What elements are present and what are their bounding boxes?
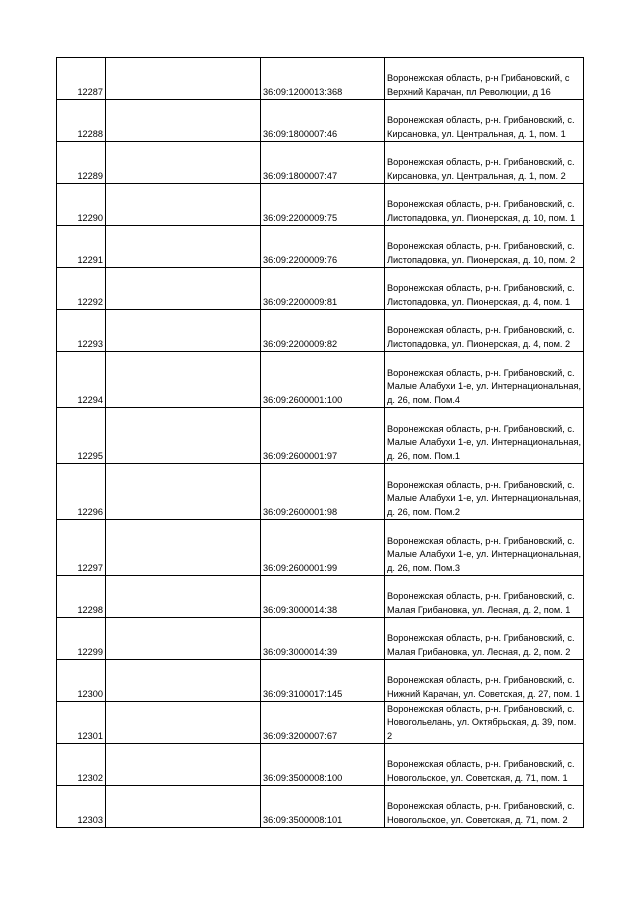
row-number-cell: 12297	[57, 520, 106, 576]
address-cell: Воронежская область, р-н. Грибановский, с. Новогольелань, ул. Октябрьская, д. 39, пом. 2	[385, 702, 584, 744]
empty-cell	[106, 142, 261, 184]
empty-cell	[106, 660, 261, 702]
table-row	[57, 786, 584, 828]
address-cell: Воронежская область, р-н. Грибановский, с. Нижний Карачан, ул. Советская, д. 27, пом. 1	[385, 660, 584, 702]
row-number-cell: 12302	[57, 744, 106, 786]
cadastral-number-cell: 36:09:1800007:47	[261, 142, 385, 184]
address-cell: Воронежская область, р-н. Грибановский, с. Новогольское, ул. Советская, д. 71, пом. 1	[385, 744, 584, 786]
empty-cell	[106, 184, 261, 226]
empty-cell	[106, 464, 261, 520]
empty-cell	[106, 58, 261, 100]
cadastral-number-cell: 36:09:2600001:97	[261, 408, 385, 464]
cadastral-number-cell: 36:09:2600001:100	[261, 352, 385, 408]
empty-cell	[106, 226, 261, 268]
row-number-cell: 12295	[57, 408, 106, 464]
address-cell: Воронежская область, р-н. Грибановский, с. Листопадовка, ул. Пионерская, д. 10, пом. 2	[385, 226, 584, 268]
address-cell: Воронежская область, р-н. Грибановский, с. Листопадовка, ул. Пионерская, д. 10, пом. 1	[385, 184, 584, 226]
empty-cell	[106, 576, 261, 618]
row-number-cell: 12292	[57, 268, 106, 310]
empty-cell	[106, 408, 261, 464]
table-row	[57, 618, 584, 660]
address-cell: Воронежская область, р-н. Грибановский, с. Кирсановка, ул. Центральная, д. 1, пом. 1	[385, 100, 584, 142]
address-cell: Воронежская область, р-н Грибановский, с Верхний Карачан, пл Революции, д 16	[385, 58, 584, 100]
address-cell: Воронежская область, р-н. Грибановский, с. Малая Грибановка, ул. Лесная, д. 2, пом. 1	[385, 576, 584, 618]
table-row	[57, 464, 584, 520]
address-cell: Воронежская область, р-н. Грибановский, с. Малые Алабухи 1-е, ул. Интернациональная, д. 26, пом. Пом.2	[385, 464, 584, 520]
table-row	[57, 352, 584, 408]
cadastral-number-cell: 36:09:1200013:368	[261, 58, 385, 100]
property-register-table	[56, 57, 584, 828]
address-cell: Воронежская область, р-н. Грибановский, с. Листопадовка, ул. Пионерская, д. 4, пом. 1	[385, 268, 584, 310]
table-row	[57, 408, 584, 464]
table-row	[57, 268, 584, 310]
table-row	[57, 100, 584, 142]
table-row	[57, 520, 584, 576]
row-number-cell: 12298	[57, 576, 106, 618]
cadastral-number-cell: 36:09:2200009:76	[261, 226, 385, 268]
address-cell: Воронежская область, р-н. Грибановский, с. Малые Алабухи 1-е, ул. Интернациональная, д. 26, пом. Пом.1	[385, 408, 584, 464]
row-number-cell: 12301	[57, 702, 106, 744]
empty-cell	[106, 520, 261, 576]
row-number-cell: 12287	[57, 58, 106, 100]
address-cell: Воронежская область, р-н. Грибановский, с. Малые Алабухи 1-е, ул. Интернациональная, д. 26, пом. Пом.3	[385, 520, 584, 576]
row-number-cell: 12290	[57, 184, 106, 226]
empty-cell	[106, 310, 261, 352]
cadastral-number-cell: 36:09:3000014:38	[261, 576, 385, 618]
row-number-cell: 12299	[57, 618, 106, 660]
table-row	[57, 310, 584, 352]
row-number-cell: 12288	[57, 100, 106, 142]
cadastral-number-cell: 36:09:3100017:145	[261, 660, 385, 702]
table-row	[57, 660, 584, 702]
row-number-cell: 12303	[57, 786, 106, 828]
address-cell: Воронежская область, р-н. Грибановский, с. Малые Алабухи 1-е, ул. Интернациональная, д. 26, пом. Пом.4	[385, 352, 584, 408]
table-row	[57, 576, 584, 618]
cadastral-number-cell: 36:09:2200009:75	[261, 184, 385, 226]
address-cell: Воронежская область, р-н. Грибановский, с. Листопадовка, ул. Пионерская, д. 4, пом. 2	[385, 310, 584, 352]
row-number-cell: 12294	[57, 352, 106, 408]
row-number-cell: 12291	[57, 226, 106, 268]
cadastral-number-cell: 36:09:3500008:101	[261, 786, 385, 828]
address-cell: Воронежская область, р-н. Грибановский, с. Новогольское, ул. Советская, д. 71, пом. 2	[385, 786, 584, 828]
cadastral-number-cell: 36:09:3200007:67	[261, 702, 385, 744]
table-row	[57, 142, 584, 184]
empty-cell	[106, 702, 261, 744]
table-row	[57, 744, 584, 786]
cadastral-number-cell: 36:09:3500008:100	[261, 744, 385, 786]
register-body	[57, 58, 584, 828]
row-number-cell: 12300	[57, 660, 106, 702]
cadastral-number-cell: 36:09:2600001:98	[261, 464, 385, 520]
empty-cell	[106, 100, 261, 142]
empty-cell	[106, 352, 261, 408]
row-number-cell: 12289	[57, 142, 106, 184]
table-row	[57, 58, 584, 100]
address-cell: Воронежская область, р-н. Грибановский, с. Малая Грибановка, ул. Лесная, д. 2, пом. 2	[385, 618, 584, 660]
cadastral-number-cell: 36:09:3000014:39	[261, 618, 385, 660]
table-row	[57, 184, 584, 226]
table-row	[57, 702, 584, 744]
row-number-cell: 12293	[57, 310, 106, 352]
table-row	[57, 226, 584, 268]
cadastral-number-cell: 36:09:1800007:46	[261, 100, 385, 142]
address-cell: Воронежская область, р-н. Грибановский, с. Кирсановка, ул. Центральная, д. 1, пом. 2	[385, 142, 584, 184]
empty-cell	[106, 618, 261, 660]
row-number-cell: 12296	[57, 464, 106, 520]
empty-cell	[106, 268, 261, 310]
empty-cell	[106, 786, 261, 828]
cadastral-number-cell: 36:09:2200009:82	[261, 310, 385, 352]
empty-cell	[106, 744, 261, 786]
cadastral-number-cell: 36:09:2200009:81	[261, 268, 385, 310]
cadastral-number-cell: 36:09:2600001:99	[261, 520, 385, 576]
